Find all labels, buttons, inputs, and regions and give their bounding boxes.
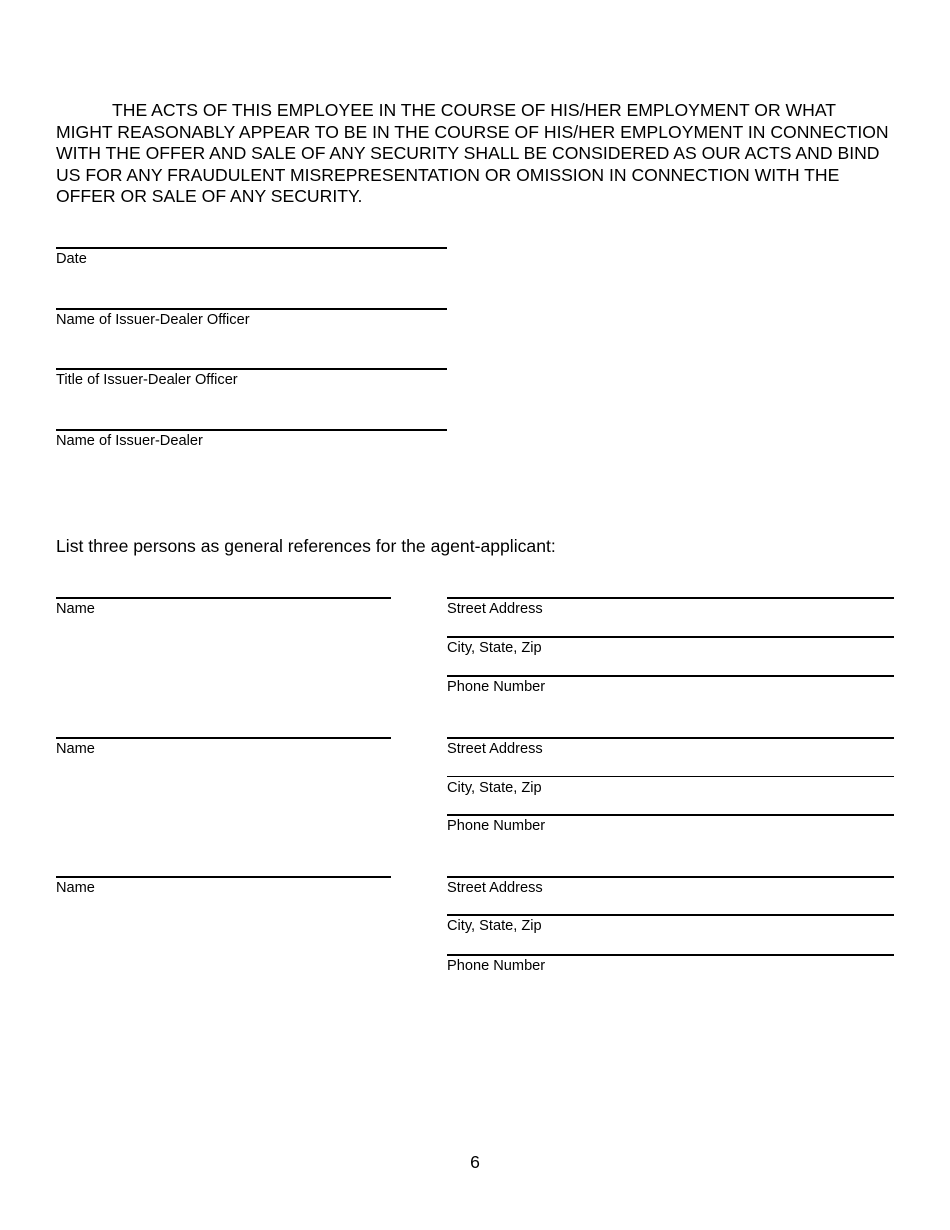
- officer-name-label: Name of Issuer-Dealer Officer: [56, 312, 250, 328]
- reference-1-street-line[interactable]: [447, 597, 894, 599]
- reference-2-name-line[interactable]: [56, 737, 391, 739]
- reference-1-city-label: City, State, Zip: [447, 640, 542, 656]
- reference-2-name-label: Name: [56, 741, 95, 757]
- reference-3-street-label: Street Address: [447, 880, 543, 896]
- reference-1-city-line[interactable]: [447, 636, 894, 638]
- reference-1-phone-line[interactable]: [447, 675, 894, 677]
- issuer-dealer-name-label: Name of Issuer-Dealer: [56, 433, 203, 449]
- reference-3-name-line[interactable]: [56, 876, 391, 878]
- reference-1-phone-label: Phone Number: [447, 679, 546, 695]
- reference-1-street-label: Street Address: [447, 601, 543, 617]
- reference-2-street-line[interactable]: [447, 737, 894, 739]
- reference-2-phone-label: Phone Number: [447, 818, 546, 834]
- reference-3-city-line[interactable]: [447, 914, 894, 916]
- issuer-dealer-name-line[interactable]: [56, 429, 447, 431]
- page-number: 6: [470, 1152, 480, 1172]
- reference-3-phone-label: Phone Number: [447, 958, 546, 974]
- date-line[interactable]: [56, 247, 447, 249]
- officer-name-line[interactable]: [56, 308, 447, 310]
- reference-3-city-label: City, State, Zip: [447, 918, 542, 934]
- liability-statement: THE ACTS OF THIS EMPLOYEE IN THE COURSE OF HIS/HER EMPLOYMENT OR WHAT MIGHT REASONABLY APPEAR TO BE IN THE COURSE OF HIS/HER EMPLOYMENT IN CONNECTION WITH THE OFFER AND SALE OF ANY SECURITY SHALL BE CONSIDERED AS OUR ACTS AND BIND US FOR ANY FRAUDULENT MISREPRESENTATION OR OMISSION IN CONNECTION WITH THE OFFER OR SALE OF ANY SECURITY.: [56, 100, 889, 206]
- reference-3-street-line[interactable]: [447, 876, 894, 878]
- reference-2-phone-line[interactable]: [447, 814, 894, 816]
- reference-3-name-label: Name: [56, 880, 95, 896]
- reference-1-name-line[interactable]: [56, 597, 391, 599]
- date-label: Date: [56, 251, 87, 267]
- reference-3-phone-line[interactable]: [447, 954, 894, 956]
- reference-2-city-label: City, State, Zip: [447, 780, 542, 796]
- reference-1-name-label: Name: [56, 601, 95, 617]
- references-heading: List three persons as general references for the agent-applicant:: [56, 536, 556, 556]
- reference-2-street-label: Street Address: [447, 741, 543, 757]
- reference-2-city-line[interactable]: [447, 776, 894, 777]
- officer-title-line[interactable]: [56, 368, 447, 370]
- officer-title-label: Title of Issuer-Dealer Officer: [56, 372, 238, 388]
